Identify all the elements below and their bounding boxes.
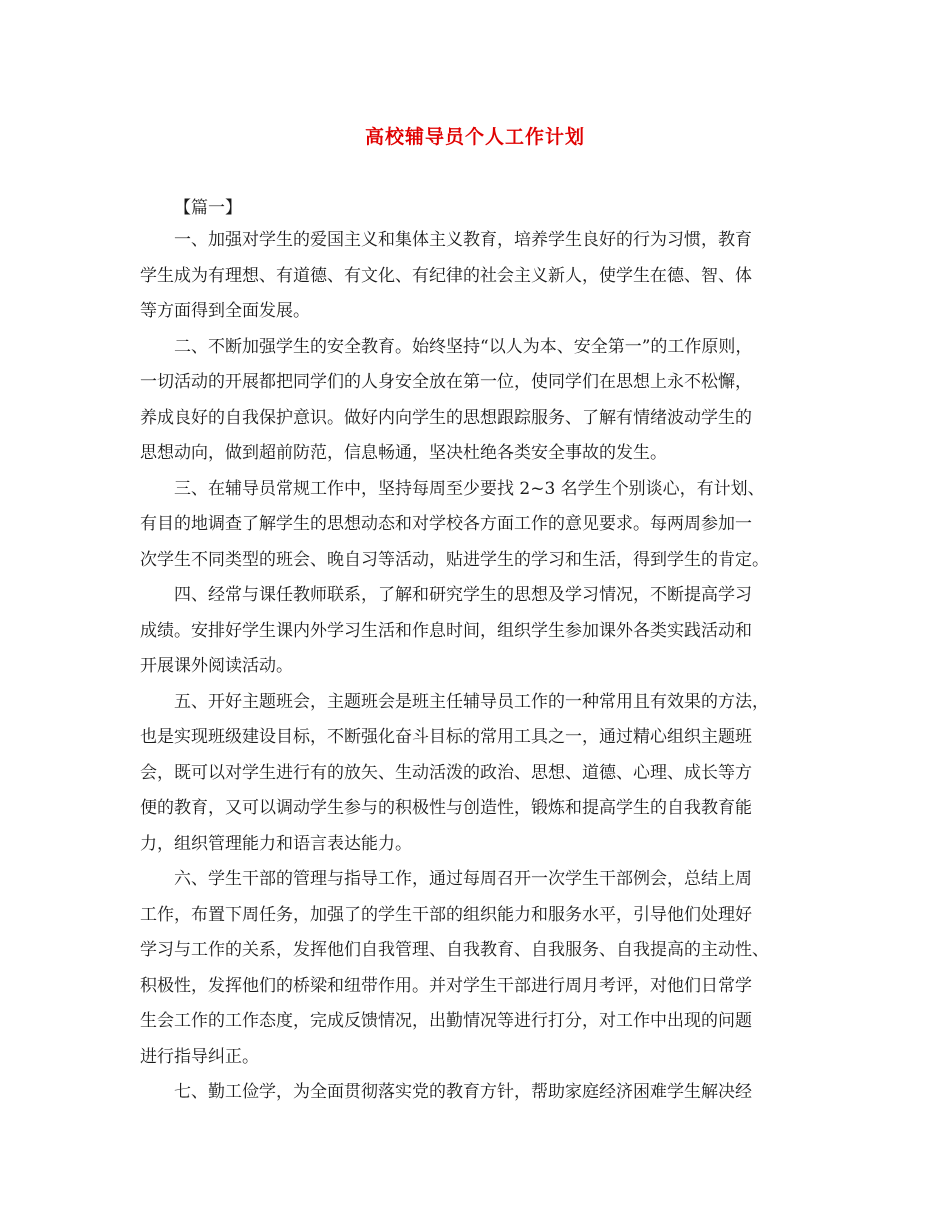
paragraph-line: 便的教育，又可以调动学生参与的积极性与创造性，锻炼和提高学生的自我教育能 [140, 798, 752, 818]
paragraph-line: 养成良好的自我保护意识。做好内向学生的思想跟踪服务、了解有情绪波动学生的 [140, 408, 752, 428]
paragraph-line: 积极性，发挥他们的桥梁和纽带作用。并对学生干部进行周月考评，对他们日常学 [140, 976, 752, 996]
paragraph-line: 学习与工作的关系，发挥他们自我管理、自我教育、自我服务、自我提高的主动性、 [140, 940, 769, 960]
paragraph-line: 开展课外阅读活动。 [140, 656, 293, 676]
paragraph-line: 七、勤工俭学，为全面贯彻落实党的教育方针，帮助家庭经济困难学生解决经 [174, 1082, 752, 1102]
paragraph-line: 三、在辅导员常规工作中，坚持每周至少要找 2~3 名学生个别谈心，有计划、 [174, 479, 765, 499]
paragraph-line: 一切活动的开展都把同学们的人身安全放在第一位，使同学们在思想上永不松懈， [140, 372, 752, 392]
paragraph-line: 进行指导纠正。 [140, 1047, 259, 1067]
paragraph-line: 五、开好主题班会，主题班会是班主任辅导员工作的一种常用且有效果的方法， [174, 692, 769, 712]
document-title: 高校辅导员个人工作计划 [364, 126, 585, 148]
paragraph-line: 四、经常与课任教师联系，了解和研究学生的思想及学习情况，不断提高学习 [174, 585, 752, 605]
paragraph-line: 学生成为有理想、有道德、有文化、有纪律的社会主义新人，使学生在德、智、体 [140, 266, 752, 286]
paragraph-line: 次学生不同类型的班会、晚自习等活动，贴进学生的学习和生活，得到学生的肯定。 [140, 550, 769, 570]
paragraph-line: 思想动向，做到超前防范，信息畅通，坚决杜绝各类安全事故的发生。 [140, 443, 667, 463]
paragraph-line: 也是实现班级建设目标，不断强化奋斗目标的常用工具之一，通过精心组织主题班 [140, 727, 752, 747]
section-label: 【篇一】 [174, 198, 242, 218]
paragraph-line: 力，组织管理能力和语言表达能力。 [140, 834, 412, 854]
paragraph-line: 会，既可以对学生进行有的放矢、生动活泼的政治、思想、道德、心理、成长等方 [140, 763, 752, 783]
paragraph-line: 工作，布置下周任务，加强了的学生干部的组织能力和服务水平，引导他们处理好 [140, 905, 752, 925]
paragraph-line: 成绩。安排好学生课内外学习生活和作息时间，组织学生参加课外各类实践活动和 [140, 621, 752, 641]
paragraph-line: 有目的地调查了解学生的思想动态和对学校各方面工作的意见要求。每两周参加一 [140, 514, 752, 534]
paragraph-line: 一、加强对学生的爱国主义和集体主义教育，培养学生良好的行为习惯，教育 [174, 230, 752, 250]
paragraph-line: 二、不断加强学生的安全教育。始终坚持“以人为本、安全第一”的工作原则， [174, 337, 753, 357]
paragraph-line: 六、学生干部的管理与指导工作，通过每周召开一次学生干部例会，总结上周 [174, 869, 752, 889]
paragraph-line: 等方面得到全面发展。 [140, 301, 310, 321]
paragraph-line: 生会工作的工作态度，完成反馈情况，出勤情况等进行打分，对工作中出现的问题 [140, 1011, 752, 1031]
